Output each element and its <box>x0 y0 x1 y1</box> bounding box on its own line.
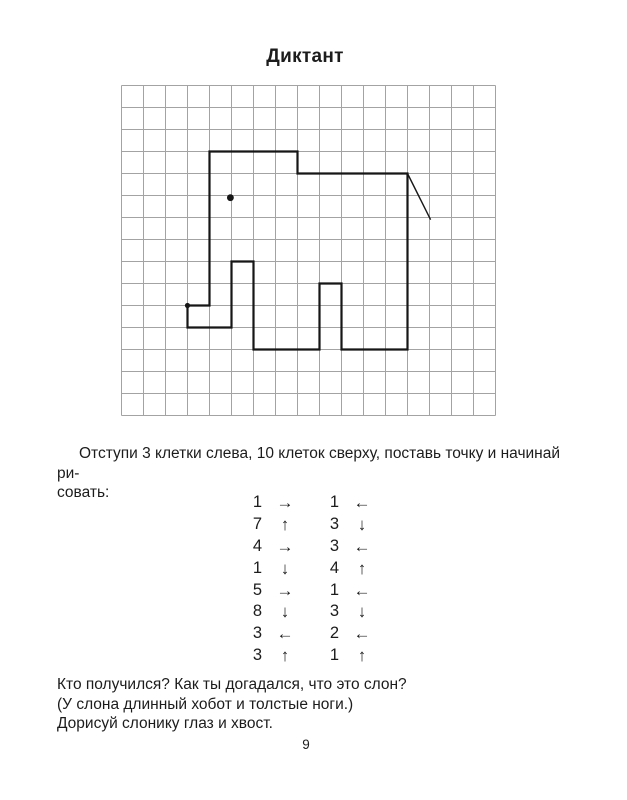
start-dot <box>185 303 190 308</box>
step-count: 3 <box>329 536 340 555</box>
arrow-left-icon: ← <box>353 493 371 513</box>
arrow-up-icon: ↑ <box>357 558 367 578</box>
step-count: 1 <box>329 580 340 599</box>
arrow-up-icon: ↑ <box>357 645 367 665</box>
instruction-paragraph <box>57 444 577 503</box>
step-count: 1 <box>329 645 340 664</box>
arrow-left-icon: ← <box>353 580 371 600</box>
questions-paragraph <box>57 675 407 734</box>
step-count: 8 <box>252 602 263 621</box>
arrow-left-icon: ← <box>353 624 371 644</box>
arrow-up-icon: ↑ <box>280 515 290 535</box>
dictation-column-left <box>245 492 300 666</box>
arrow-down-icon: ↓ <box>280 558 290 578</box>
step-count: 3 <box>329 602 340 621</box>
step-count: 3 <box>252 645 263 664</box>
step-count: 1 <box>252 558 263 577</box>
arrow-up-icon: ↑ <box>280 645 290 665</box>
step-count: 2 <box>329 624 340 643</box>
arrow-left-icon: ← <box>276 624 294 644</box>
step-count: 1 <box>252 493 263 512</box>
arrow-left-icon: ← <box>353 536 371 556</box>
elephant-grid-drawing <box>121 85 496 416</box>
arrow-down-icon: ↓ <box>357 602 367 622</box>
question-line-3: Дорисуй слонику глаз и хвост. <box>57 715 273 733</box>
arrow-right-icon: → <box>276 580 294 600</box>
step-count: 1 <box>329 493 340 512</box>
elephant-eye-dot <box>227 194 234 201</box>
instruction-line-2: совать: <box>57 484 110 501</box>
step-count: 3 <box>329 515 340 534</box>
page-title: Диктант <box>266 46 344 67</box>
question-line-2: (У слона длинный хобот и толстые ноги.) <box>57 695 354 713</box>
page-number: 9 <box>302 737 310 752</box>
instruction-line-1: Отступи 3 клетки слева, 10 клеток сверху, поставь точку и начинай ри- <box>57 445 561 482</box>
question-line-1: Кто получился? Как ты догадался, что это слон? <box>57 676 407 693</box>
step-count: 3 <box>252 624 263 643</box>
dictation-column-right <box>322 492 377 666</box>
arrow-down-icon: ↓ <box>280 602 290 622</box>
step-count: 4 <box>252 536 263 555</box>
step-count: 7 <box>252 515 263 534</box>
step-count: 4 <box>329 558 340 577</box>
arrow-down-icon: ↓ <box>357 515 367 535</box>
arrow-right-icon: → <box>276 493 294 513</box>
arrow-right-icon: → <box>276 536 294 556</box>
step-count: 5 <box>252 580 263 599</box>
elephant-tail <box>408 174 431 220</box>
